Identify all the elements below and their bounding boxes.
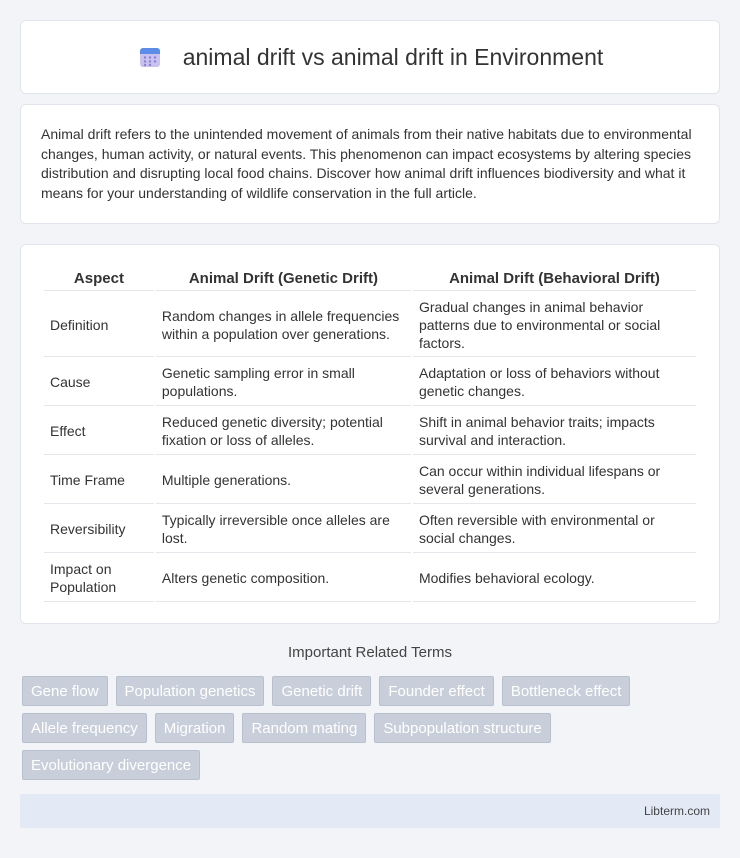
behavioral-cell: Often reversible with environmental or social changes. xyxy=(413,506,696,553)
genetic-cell: Genetic sampling error in small populations. xyxy=(156,359,411,406)
table-row xyxy=(44,506,696,553)
title-wrap xyxy=(137,44,604,71)
behavioral-cell: Adaptation or loss of behaviors without genetic changes. xyxy=(413,359,696,406)
aspect-cell: Cause xyxy=(44,359,154,406)
footer xyxy=(20,794,720,828)
comparison-card xyxy=(20,244,720,624)
header-genetic-drift: Animal Drift (Genetic Drift) xyxy=(156,267,411,291)
genetic-cell: Typically irreversible once alleles are lost. xyxy=(156,506,411,553)
header-behavioral-drift: Animal Drift (Behavioral Drift) xyxy=(413,267,696,291)
aspect-cell: Effect xyxy=(44,408,154,455)
page-title: animal drift vs animal drift in Environment xyxy=(182,43,604,70)
tag-allele-frequency[interactable]: Allele frequency xyxy=(22,713,147,743)
aspect-cell: Time Frame xyxy=(44,457,154,504)
footer-site-link[interactable]: Libterm.com xyxy=(643,804,710,818)
behavioral-cell: Modifies behavioral ecology. xyxy=(413,555,696,602)
tag-migration[interactable]: Migration xyxy=(155,713,235,743)
genetic-cell: Random changes in allele frequencies within a population over generations. xyxy=(156,293,411,357)
tag-subpopulation-structure[interactable]: Subpopulation structure xyxy=(374,713,550,743)
genetic-cell: Multiple generations. xyxy=(156,457,411,504)
tag-bottleneck-effect[interactable]: Bottleneck effect xyxy=(502,676,631,706)
title-card xyxy=(20,20,720,94)
table-row xyxy=(44,293,696,357)
header-aspect: Aspect xyxy=(44,267,154,291)
tag-population-genetics[interactable]: Population genetics xyxy=(116,676,265,706)
related-terms-tags xyxy=(22,676,722,780)
calendar-icon xyxy=(137,44,163,70)
intro-text: Animal drift refers to the unintended movement of animals from their native habitats due to environmental changes, human activity, or natural events. This phenomenon can impact ecosystems by altering species distribution and disrupting local food chains. Discover how animal drift influences biodiversity and what it means for your understanding of wildlife conservation in the full article. xyxy=(41,126,692,201)
tag-random-mating[interactable]: Random mating xyxy=(242,713,366,743)
related-terms-title: Important Related Terms xyxy=(288,644,452,661)
table-row xyxy=(44,555,696,602)
intro-card xyxy=(20,104,720,224)
genetic-cell: Reduced genetic diversity; potential fixation or loss of alleles. xyxy=(156,408,411,455)
table-row xyxy=(44,408,696,455)
tag-genetic-drift[interactable]: Genetic drift xyxy=(272,676,371,706)
behavioral-cell: Shift in animal behavior traits; impacts survival and interaction. xyxy=(413,408,696,455)
genetic-cell: Alters genetic composition. xyxy=(156,555,411,602)
behavioral-cell: Gradual changes in animal behavior patterns due to environmental or social factors. xyxy=(413,293,696,357)
table-row xyxy=(44,359,696,406)
aspect-cell: Definition xyxy=(44,293,154,357)
comparison-table xyxy=(42,265,698,604)
aspect-cell: Reversibility xyxy=(44,506,154,553)
table-row xyxy=(44,457,696,504)
tag-evolutionary-divergence[interactable]: Evolutionary divergence xyxy=(22,750,200,780)
tag-founder-effect[interactable]: Founder effect xyxy=(379,676,493,706)
tag-gene-flow[interactable]: Gene flow xyxy=(22,676,108,706)
table-header-row xyxy=(44,267,696,291)
behavioral-cell: Can occur within individual lifespans or several generations. xyxy=(413,457,696,504)
aspect-cell: Impact on Population xyxy=(44,555,154,602)
